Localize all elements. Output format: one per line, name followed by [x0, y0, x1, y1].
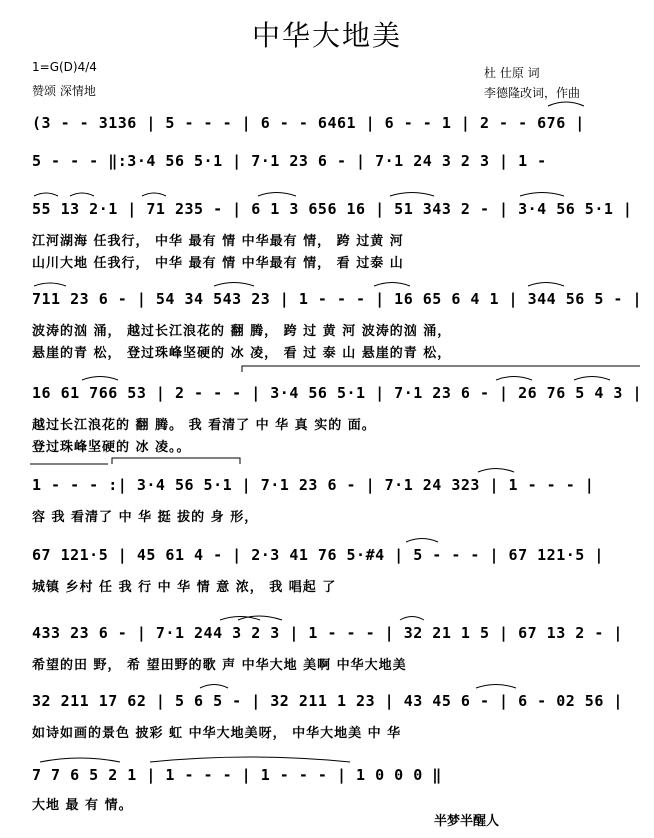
lyric-line: 越过长江浪花的 翻 腾。 我 看清了 中 华 真 实的 面。: [32, 418, 376, 433]
lyric-line: 山川大地 任我行， 中华 最有 情 中华最有 情， 看 过泰 山: [32, 256, 404, 271]
lyric-line: 城镇 乡村 任 我 行 中 华 情 意 浓， 我 唱起 了: [32, 580, 337, 595]
page-title: 中华大地美: [251, 19, 402, 52]
lyricist-credit: 杜 仕原 词: [484, 66, 540, 80]
notation-row: 67 121·5 | 45 61 4 - | 2·3 41 76 5·#4 | 5 - - - | 67 121·5 |: [32, 546, 604, 564]
notation-row: (3 - - 3136 | 5 - - - | 6 - - 6461 | 6 - - 1 | 2 - - 676 |: [32, 114, 585, 132]
notation-row: 433 23 6 - | 7·1 244 3 2 3 | 1 - - - | 32 21 1 5 | 67 13 2 - |: [32, 624, 623, 642]
slur-mark: [34, 193, 58, 196]
lyric-line: 希望的田 野， 希 望田野的歌 声 中华大地 美啊 中华大地美: [32, 658, 407, 673]
volta-bracket: [242, 366, 640, 372]
notation-row: 16 61 766 53 | 2 - - - | 3·4 56 5·1 | 7·1 23 6 - | 26 76 5 4 3 |: [32, 384, 642, 402]
slur-mark: [200, 685, 228, 689]
triplet-slur: [548, 102, 584, 106]
tempo-marking: 赞颂 深情地: [32, 84, 96, 98]
slur-mark: [40, 758, 120, 762]
lyric-line: 波涛的汹 涌， 越过长江浪花的 翻 腾， 跨 过 黄 河 波涛的汹 涌，: [32, 324, 452, 339]
slur-mark: [496, 377, 532, 381]
lyric-line: 登过珠峰坚硬的 冰 凌。。: [32, 440, 191, 455]
slur-mark: [150, 757, 350, 762]
notation-row: 5 - - - ‖:3·4 56 5·1 | 7·1 23 6 - | 7·1 24 3 2 3 | 1 -: [32, 152, 547, 170]
key-signature: 1=G(D)4/4: [32, 60, 97, 74]
slur-mark: [82, 377, 118, 381]
composer-credit: 李德隆改词，作曲: [484, 86, 581, 100]
slur-mark: [214, 283, 254, 287]
slur-mark: [476, 685, 516, 689]
lyric-line: 容 我 看清了 中 华 挺 拔的 身 形，: [32, 510, 259, 525]
notation-row: 7 7 6 5 2 1 | 1 - - - | 1 - - - | 1 0 0 0 ‖: [32, 766, 442, 784]
slur-mark: [390, 193, 434, 197]
slur-mark: [374, 283, 410, 287]
notation-row: 32 211 17 62 | 5 6 5 - | 32 211 1 23 | 43 45 6 - | 6 - 02 56 |: [32, 692, 623, 710]
signature: 半梦半醒人: [434, 814, 500, 829]
lyric-line: 如诗如画的景色 披彩 虹 中华大地美呀， 中华大地美 中 华: [32, 726, 402, 741]
slur-mark: [520, 193, 564, 197]
slur-mark: [258, 193, 296, 197]
lyric-line: 大地 最 有 情。: [32, 798, 133, 813]
notation-row: 711 23 6 - | 54 34 543 23 | 1 - - - | 16 65 6 4 1 | 344 56 5 - |: [32, 290, 642, 308]
volta-bracket: [112, 458, 240, 464]
slur-mark: [70, 193, 94, 196]
lyric-line: 江河湖海 任我行， 中华 最有 情 中华最有 情， 跨 过黄 河: [32, 234, 404, 249]
slur-mark: [574, 377, 610, 381]
lyric-line: 悬崖的青 松， 登过珠峰坚硬的 冰 凌， 看 过 泰 山 悬崖的青 松，: [32, 346, 452, 361]
slur-mark: [34, 283, 66, 286]
slur-mark: [400, 617, 424, 621]
notation-row: 1 - - - :| 3·4 56 5·1 | 7·1 23 6 - | 7·1 24 323 | 1 - - - |: [32, 476, 595, 494]
slur-mark: [528, 283, 564, 287]
slur-mark: [142, 193, 166, 196]
slur-mark: [478, 469, 514, 473]
slur-mark: [406, 539, 438, 543]
notation-row: 55 13 2·1 | 71 235 - | 6 1 3 656 16 | 51 343 2 - | 3·4 56 5·1 |: [32, 200, 633, 218]
